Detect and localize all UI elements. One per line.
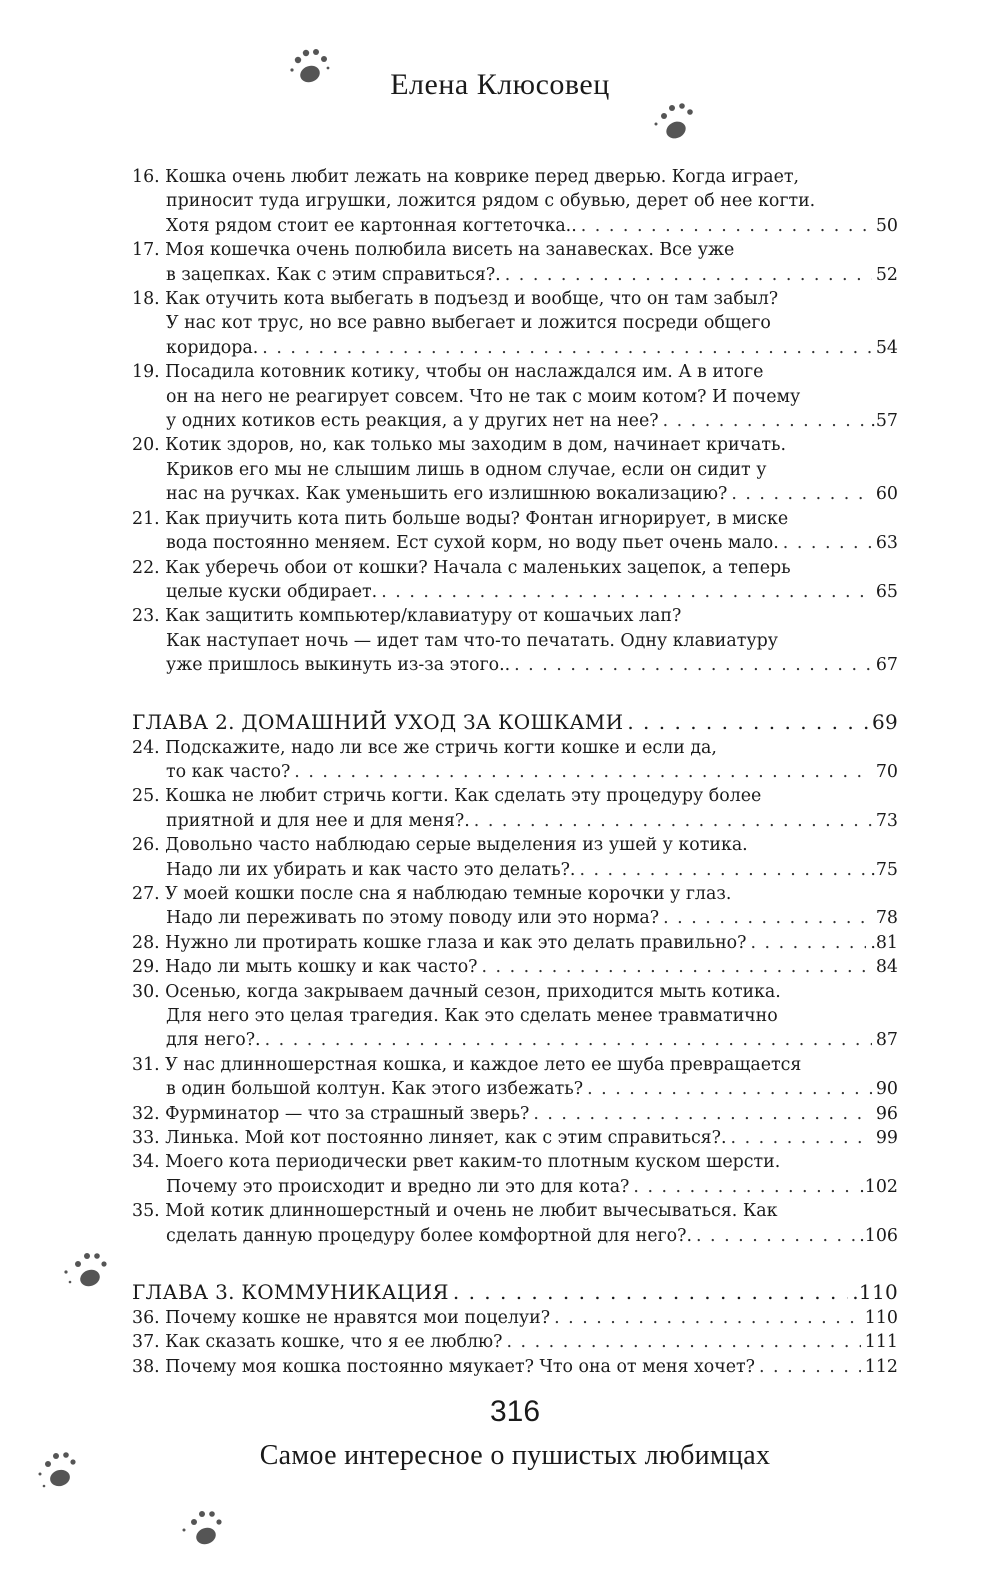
toc-entry-line: 26. Довольно часто наблюдаю серые выделения из ушей у котика. <box>132 835 748 856</box>
toc-entry[interactable] <box>132 833 898 882</box>
toc-entry-text: то как часто? <box>166 761 291 782</box>
toc-entry[interactable] <box>132 1053 898 1102</box>
toc-entry-text: Почему это происходит и вредно ли это для кота? <box>166 1176 630 1197</box>
toc-entry-text: 29. Надо ли мыть кошку и как часто? <box>132 957 478 978</box>
paw-print-icon <box>642 94 702 154</box>
toc-entry-page: .75 <box>870 859 898 880</box>
toc-entry-page: .102 <box>859 1176 898 1197</box>
toc-entry-line: 35. Мой котик длинношерстный и очень не любит вычесываться. Как <box>132 1201 778 1222</box>
toc-entry-last-line <box>132 580 898 604</box>
toc-entry-text: 32. Фурминатор — что за страшный зверь? <box>132 1103 530 1124</box>
toc-entry-text: вода постоянно меняем. Ест сухой корм, но воду пьет очень мало. <box>166 533 779 554</box>
leader-dots <box>514 653 872 677</box>
chapter-heading[interactable] <box>132 1278 898 1306</box>
toc-entry-text: Надо ли переживать по этому поводу или это норма? <box>166 908 660 929</box>
toc-entry[interactable] <box>132 287 898 360</box>
toc-entry-line: приносит туда игрушки, ложится рядом с обувью, дерет об нее когти. <box>166 191 816 212</box>
toc-entry-text: 28. Нужно ли протирать кошке глаза и как это делать правильно? <box>132 932 747 953</box>
toc-section-1 <box>132 165 898 678</box>
toc-entry-last-line <box>132 1330 898 1354</box>
leader-dots <box>453 1278 848 1306</box>
toc-entry-line: 19. Посадила котовник котику, чтобы он наслаждался им. А в итоге <box>132 362 764 383</box>
leader-dots <box>663 906 872 930</box>
toc-entry-last-line <box>132 263 898 287</box>
leader-dots <box>731 482 872 506</box>
toc-entry[interactable] <box>132 1199 898 1248</box>
toc-entry-last-line <box>132 931 898 955</box>
toc-entry-line: Как наступает ночь — идет там что-то печатать. Одну клавиатуру <box>166 630 778 651</box>
toc-entry-last-line <box>132 809 898 833</box>
leader-dots <box>554 1306 861 1330</box>
toc-entry-text: Надо ли их убирать и как часто это делать?. <box>166 859 576 880</box>
toc-entry-text: 36. Почему кошке не нравятся мои поцелуи? <box>132 1308 551 1329</box>
toc-entry-last-line <box>132 1306 898 1330</box>
toc-entry[interactable] <box>132 1150 898 1199</box>
leader-dots <box>696 1224 855 1248</box>
toc-entry-last-line <box>132 858 898 882</box>
chapter-page: 69 <box>871 709 898 734</box>
chapter-title: ГЛАВА 3. КОММУНИКАЦИЯ <box>132 1280 449 1305</box>
toc-entry-page: .106 <box>859 1225 898 1246</box>
leader-dots <box>294 760 872 784</box>
table-of-contents <box>132 165 898 1379</box>
paw-print-icon <box>170 1500 230 1560</box>
toc-entry-line: 34. Моего кота периодически рвет каким-то плотным куском шерсти. <box>132 1152 781 1173</box>
toc-entry-text: уже пришлось выкинуть из-за этого.. <box>166 655 511 676</box>
toc-entry[interactable] <box>132 1306 898 1330</box>
toc-entry[interactable] <box>132 1355 898 1379</box>
toc-entry-last-line <box>132 1175 898 1199</box>
chapter-page: .110 <box>852 1280 898 1305</box>
toc-entry[interactable] <box>132 1102 898 1126</box>
toc-entry-last-line <box>132 1102 898 1126</box>
leader-dots <box>482 955 872 979</box>
paw-print-icon <box>54 1244 114 1304</box>
toc-entry-page: 90 <box>875 1079 898 1100</box>
leader-dots <box>627 708 868 736</box>
toc-entry-line: 23. Как защитить компьютер/клавиатуру от кошачьих лап? <box>132 606 682 627</box>
toc-entry-page: 54 <box>875 337 898 358</box>
toc-entry-page: 78 <box>875 908 898 929</box>
toc-entry-text: 37. Как сказать кошке, что я ее люблю? <box>132 1332 503 1353</box>
toc-entry[interactable] <box>132 1330 898 1354</box>
leader-dots <box>750 931 866 955</box>
toc-entry[interactable] <box>132 882 898 931</box>
leader-dots <box>587 1077 872 1101</box>
toc-entry-line: он на него не реагирует совсем. Что не так с моим котом? И почему <box>166 386 801 407</box>
toc-entry-line: 24. Подскажите, надо ли все же стричь когти кошке и если да, <box>132 737 717 758</box>
toc-entry[interactable] <box>132 980 898 1053</box>
toc-section-2 <box>132 736 898 1249</box>
toc-entry-text: для него?. <box>166 1030 261 1051</box>
toc-entry-page: 110 <box>864 1308 898 1329</box>
toc-entry-page: 63 <box>875 533 898 554</box>
toc-entry-text: Хотя рядом стоит ее картонная когтеточка.. <box>166 215 577 236</box>
toc-entry-text: коридора. <box>166 337 259 358</box>
toc-entry-line: 16. Кошка очень любит лежать на коврике перед дверью. Когда играет, <box>132 167 800 187</box>
leader-dots <box>533 1102 872 1126</box>
toc-section-3 <box>132 1306 898 1379</box>
toc-entry-page: 50 <box>875 215 898 236</box>
toc-entry-text: целые куски обдирает. <box>166 581 378 602</box>
toc-entry-text: приятной и для нее и для меня?. <box>166 810 470 831</box>
toc-entry[interactable] <box>132 931 898 955</box>
leader-dots <box>506 1330 860 1354</box>
toc-entry-last-line <box>132 531 898 555</box>
toc-entry-page: 70 <box>875 761 898 782</box>
chapter-title: ГЛАВА 2. ДОМАШНИЙ УХОД ЗА КОШКАМИ <box>132 709 624 734</box>
toc-entry-page: 87 <box>875 1030 898 1051</box>
toc-entry-line: 18. Как отучить кота выбегать в подъезд и вообще, что он там забыл? <box>132 289 779 310</box>
toc-entry-line: 17. Моя кошечка очень полюбила висеть на занавесках. Все уже <box>132 240 735 261</box>
toc-entry-page: 111 <box>864 1332 898 1353</box>
toc-entry-line: 21. Как приучить кота пить больше воды? Фонтан игнорирует, в миске <box>132 508 789 529</box>
toc-entry-last-line <box>132 1355 898 1379</box>
toc-entry-last-line <box>132 906 898 930</box>
toc-entry-last-line <box>132 409 898 433</box>
toc-entry[interactable] <box>132 507 898 556</box>
leader-dots <box>783 531 872 555</box>
toc-entry-last-line <box>132 1224 898 1248</box>
leader-dots <box>633 1175 855 1199</box>
toc-entry-page: 52 <box>875 264 898 285</box>
toc-entry-text: у одних котиков есть реакция, а у других нет на нее? <box>166 411 659 432</box>
leader-dots <box>581 214 872 238</box>
toc-entry-page: 96 <box>875 1103 898 1124</box>
toc-entry-page: 84 <box>875 957 898 978</box>
toc-entry-last-line <box>132 1126 898 1150</box>
toc-entry-page: 99 <box>875 1128 898 1149</box>
toc-entry-text: в зацепках. Как с этим справиться?. <box>166 264 501 285</box>
toc-entry-line: 30. Осенью, когда закрываем дачный сезон, приходится мыть котика. <box>132 981 781 1002</box>
leader-dots <box>663 409 867 433</box>
toc-entry[interactable] <box>132 604 898 677</box>
toc-entry-line: Для него это целая трагедия. Как это сделать менее травматично <box>166 1006 778 1026</box>
toc-entry-line: 20. Котик здоров, но, как только мы заходим в дом, начинает кричать. <box>132 435 787 456</box>
toc-entry-line: 25. Кошка не любит стричь когти. Как сделать эту процедуру более <box>132 786 762 807</box>
toc-entry-page: .57 <box>870 411 898 432</box>
toc-entry-text: 33. Линька. Мой кот постоянно линяет, как с этим справиться?. <box>132 1128 727 1149</box>
toc-entry-page: .81 <box>870 932 898 953</box>
toc-entry-page: 112 <box>864 1356 898 1377</box>
toc-entry-page: 67 <box>875 655 898 676</box>
toc-entry-last-line <box>132 336 898 360</box>
toc-entry[interactable] <box>132 955 898 979</box>
toc-entry-text: в один большой колтун. Как этого избежать? <box>166 1079 584 1100</box>
leader-dots <box>265 1028 872 1052</box>
toc-entry-line: 31. У нас длинношерстная кошка, и каждое лето ее шуба превращается <box>132 1054 802 1075</box>
toc-entry[interactable] <box>132 1126 898 1150</box>
toc-entry-last-line <box>132 955 898 979</box>
toc-entry-last-line <box>132 1028 898 1052</box>
toc-entry-line: 22. Как уберечь обои от кошки? Начала с маленьких зацепок, а теперь <box>132 557 791 578</box>
toc-entry[interactable] <box>132 360 898 433</box>
toc-entry-text: нас на ручках. Как уменьшить его излишнюю вокализацию? <box>166 484 728 505</box>
chapter-heading[interactable] <box>132 708 898 736</box>
leader-dots <box>579 858 866 882</box>
toc-entry-last-line <box>132 1077 898 1101</box>
toc-entry-text: 38. Почему моя кошка постоянно мяукает? Что она от меня хочет? <box>132 1356 755 1377</box>
toc-entry[interactable] <box>132 556 898 605</box>
toc-entry[interactable] <box>132 165 898 238</box>
toc-entry-page: 60 <box>875 484 898 505</box>
leader-dots <box>731 1126 872 1150</box>
toc-entry-page: 73 <box>875 810 898 831</box>
leader-dots <box>759 1355 861 1379</box>
toc-entry[interactable] <box>132 736 898 785</box>
toc-entry-line: У нас кот трус, но все равно выбегает и ложится посреди общего <box>166 313 771 334</box>
toc-entry-page: 65 <box>875 581 898 602</box>
toc-entry[interactable] <box>132 433 898 506</box>
toc-entry-line: Криков его мы не слышим лишь в одном случае, если он сидит у <box>166 459 767 480</box>
leader-dots <box>381 580 872 604</box>
toc-entry-line: 27. У моей кошки после сна я наблюдаю темные корочки у глаз. <box>132 883 732 904</box>
toc-entry[interactable] <box>132 784 898 833</box>
leader-dots <box>262 336 872 360</box>
toc-entry-text: сделать данную процедуру более комфортной для него?. <box>166 1225 692 1246</box>
leader-dots <box>474 809 872 833</box>
leader-dots <box>505 263 872 287</box>
toc-entry-last-line <box>132 653 898 677</box>
running-footer-title: Самое интересное о пушистых любимцах <box>259 1440 771 1471</box>
toc-entry[interactable] <box>132 238 898 287</box>
page-number: 316 <box>489 1395 541 1428</box>
toc-entry-last-line <box>132 760 898 784</box>
running-header-title: Елена Клюсовец <box>390 68 610 101</box>
toc-entry-last-line <box>132 482 898 506</box>
toc-entry-last-line <box>132 214 898 238</box>
